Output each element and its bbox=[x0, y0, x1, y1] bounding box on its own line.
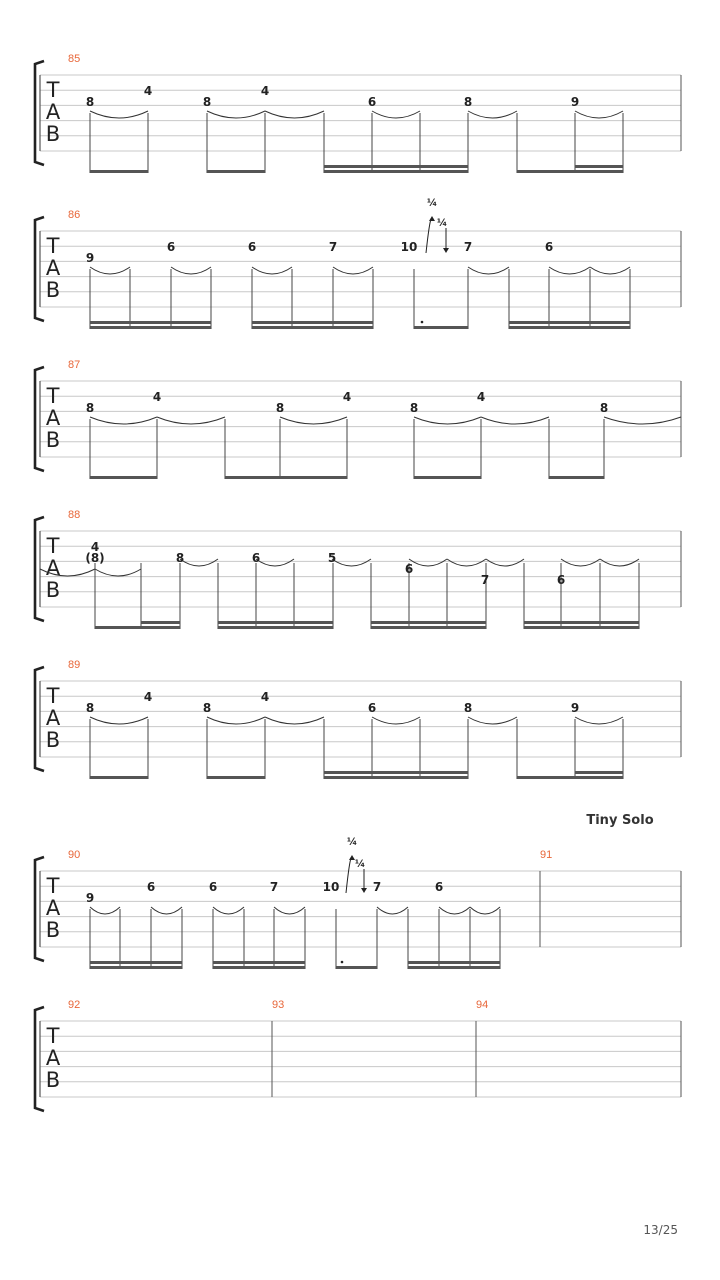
slur-tie bbox=[409, 559, 447, 566]
tab-clef-letter: T bbox=[46, 78, 60, 102]
note-beam bbox=[90, 170, 148, 173]
note-beam bbox=[575, 776, 623, 779]
fret-number: 4 bbox=[342, 390, 352, 404]
slur-tie bbox=[468, 111, 517, 118]
fret-number: 6 bbox=[404, 562, 414, 576]
note-beam bbox=[90, 321, 211, 324]
slur-tie bbox=[470, 907, 500, 914]
bend-arrow bbox=[346, 857, 352, 893]
tab-clef-letter: T bbox=[46, 534, 60, 558]
fret-number: 8 bbox=[463, 95, 473, 109]
fret-number: 4 bbox=[143, 84, 153, 98]
tab-system bbox=[35, 359, 681, 479]
note-beam bbox=[509, 326, 630, 329]
fret-number: (8) bbox=[85, 551, 105, 565]
fret-number: 8 bbox=[275, 401, 285, 415]
tab-system bbox=[35, 53, 681, 173]
measure-number: 93 bbox=[272, 999, 285, 1011]
note-beam bbox=[324, 776, 468, 779]
fret-number: 6 bbox=[367, 701, 377, 715]
note-beam bbox=[213, 961, 305, 964]
release-amount-label: ¼ bbox=[354, 859, 366, 870]
note-beam bbox=[213, 966, 305, 969]
slur-tie bbox=[468, 267, 509, 274]
fret-number: 7 bbox=[372, 880, 382, 894]
note-beam bbox=[575, 170, 623, 173]
tab-clef-letter: T bbox=[46, 874, 60, 898]
note-beam bbox=[218, 626, 333, 629]
note-beam bbox=[408, 966, 500, 969]
tab-clef-letter: B bbox=[45, 1068, 61, 1092]
slur-tie bbox=[372, 111, 420, 118]
slur-tie bbox=[447, 559, 486, 566]
tab-clef-letter: B bbox=[45, 578, 61, 602]
tab-clef-letter: T bbox=[46, 234, 60, 258]
tab-clef-letter: A bbox=[45, 100, 61, 124]
note-beam bbox=[207, 776, 265, 779]
tab-system bbox=[35, 659, 681, 779]
fret-number: 8 bbox=[599, 401, 609, 415]
fret-number: 4 bbox=[143, 690, 153, 704]
measure-number: 88 bbox=[68, 509, 81, 521]
slur-tie bbox=[575, 111, 623, 118]
note-beam bbox=[90, 776, 148, 779]
slur-tie bbox=[575, 717, 623, 724]
note-beam bbox=[509, 321, 630, 324]
fret-number: 9 bbox=[570, 95, 580, 109]
slur-tie bbox=[486, 559, 524, 566]
note-beam bbox=[549, 476, 604, 479]
bend-arrowhead bbox=[429, 216, 435, 221]
fret-number: 8 bbox=[85, 95, 95, 109]
fret-number: 10 bbox=[400, 240, 418, 254]
slur-tie bbox=[414, 417, 481, 424]
note-beam bbox=[90, 326, 211, 329]
measure-number: 87 bbox=[68, 359, 81, 371]
slur-tie bbox=[157, 417, 225, 424]
note-beam bbox=[324, 165, 468, 168]
tab-system bbox=[35, 509, 681, 629]
note-beam bbox=[252, 321, 373, 324]
slur-tie bbox=[549, 267, 590, 274]
slur-tie bbox=[256, 559, 294, 566]
slur-tie bbox=[604, 417, 681, 424]
slur-tie bbox=[280, 417, 347, 424]
note-beam bbox=[371, 621, 486, 624]
note-beam bbox=[524, 626, 639, 629]
fret-number: 8 bbox=[85, 401, 95, 415]
slur-tie bbox=[372, 717, 420, 724]
tab-clef-letter: T bbox=[46, 1024, 60, 1048]
fret-number: 6 bbox=[208, 880, 218, 894]
note-beam bbox=[524, 621, 639, 624]
bend-amount-label: ¼ bbox=[346, 837, 358, 848]
fret-number: 6 bbox=[146, 880, 156, 894]
slur-tie bbox=[274, 907, 305, 914]
tab-system bbox=[35, 836, 681, 969]
slur-tie bbox=[90, 417, 157, 424]
tab-clef-letter: T bbox=[46, 384, 60, 408]
tab-clef-letter: A bbox=[45, 706, 61, 730]
slur-tie bbox=[590, 267, 630, 274]
note-beam bbox=[218, 621, 333, 624]
fret-number: 6 bbox=[544, 240, 554, 254]
note-beam bbox=[414, 326, 468, 329]
note-beam bbox=[252, 326, 373, 329]
dotted-note bbox=[341, 961, 344, 964]
release-arrowhead bbox=[361, 888, 367, 893]
fret-number: 8 bbox=[85, 701, 95, 715]
fret-number: 9 bbox=[85, 251, 95, 265]
fret-number: 7 bbox=[480, 573, 490, 587]
tab-clef-letter: A bbox=[45, 556, 61, 580]
note-beam bbox=[414, 476, 481, 479]
fret-number: 7 bbox=[269, 880, 279, 894]
measure-number: 85 bbox=[68, 53, 81, 65]
slur-tie bbox=[90, 111, 148, 118]
note-beam bbox=[371, 626, 486, 629]
tab-clef-letter: B bbox=[45, 428, 61, 452]
slur-tie bbox=[252, 267, 292, 274]
fret-number: 10 bbox=[322, 880, 340, 894]
bend-amount-label: ¼ bbox=[426, 198, 438, 209]
slur-tie bbox=[207, 111, 265, 118]
measure-number: 94 bbox=[476, 999, 489, 1011]
dotted-note bbox=[421, 321, 424, 324]
note-beam bbox=[225, 476, 347, 479]
note-beam bbox=[90, 966, 182, 969]
note-beam bbox=[90, 961, 182, 964]
page-number: 13/25 bbox=[643, 1223, 678, 1237]
slur-tie bbox=[95, 569, 141, 576]
note-beam bbox=[575, 771, 623, 774]
release-amount-label: ¼ bbox=[436, 218, 448, 229]
fret-number: 4 bbox=[260, 690, 270, 704]
note-beam bbox=[408, 961, 500, 964]
fret-number: 8 bbox=[409, 401, 419, 415]
tab-clef-letter: B bbox=[45, 278, 61, 302]
tab-clef-letter: B bbox=[45, 122, 61, 146]
fret-number: 5 bbox=[327, 551, 337, 565]
bend-arrow bbox=[426, 218, 432, 253]
fret-number: 6 bbox=[434, 880, 444, 894]
fret-number: 9 bbox=[85, 891, 95, 905]
slur-tie bbox=[90, 907, 120, 914]
tab-system bbox=[35, 197, 681, 329]
slur-tie bbox=[333, 267, 373, 274]
slur-tie bbox=[90, 267, 130, 274]
tab-clef-letter: B bbox=[45, 918, 61, 942]
slur-tie bbox=[151, 907, 182, 914]
measure-number: 89 bbox=[68, 659, 81, 671]
measure-number: 90 bbox=[68, 849, 81, 861]
fret-number: 6 bbox=[556, 573, 566, 587]
slur-tie bbox=[207, 717, 265, 724]
note-beam bbox=[141, 626, 180, 629]
tab-system bbox=[35, 999, 681, 1111]
slur-tie bbox=[600, 559, 639, 566]
fret-number: 7 bbox=[328, 240, 338, 254]
slur-tie bbox=[377, 907, 408, 914]
tab-clef-letter: A bbox=[45, 1046, 61, 1070]
release-arrowhead bbox=[443, 248, 449, 253]
note-beam bbox=[336, 966, 377, 969]
tab-clef-letter: B bbox=[45, 728, 61, 752]
note-beam bbox=[324, 771, 468, 774]
note-beam bbox=[575, 165, 623, 168]
note-beam bbox=[324, 170, 468, 173]
slur-tie bbox=[265, 717, 324, 724]
slur-tie bbox=[171, 267, 211, 274]
measure-number: 86 bbox=[68, 209, 81, 221]
tab-clef-letter: T bbox=[46, 684, 60, 708]
fret-number: 4 bbox=[90, 540, 100, 554]
fret-number: 6 bbox=[251, 551, 261, 565]
note-beam bbox=[90, 476, 157, 479]
tab-clef-letter: A bbox=[45, 406, 61, 430]
fret-number: 6 bbox=[367, 95, 377, 109]
bend-arrowhead bbox=[349, 855, 355, 860]
fret-number: 6 bbox=[166, 240, 176, 254]
tab-clef-letter: A bbox=[45, 896, 61, 920]
slur-tie bbox=[332, 559, 371, 566]
fret-number: 6 bbox=[247, 240, 257, 254]
slur-tie bbox=[481, 417, 549, 424]
fret-number: 7 bbox=[463, 240, 473, 254]
measure-number: 91 bbox=[540, 849, 553, 861]
tab-clef-letter: A bbox=[45, 256, 61, 280]
fret-number: 8 bbox=[202, 95, 212, 109]
fret-number: 4 bbox=[476, 390, 486, 404]
fret-number: 9 bbox=[570, 701, 580, 715]
section-label: Tiny Solo bbox=[586, 813, 654, 828]
fret-number: 8 bbox=[463, 701, 473, 715]
fret-number: 8 bbox=[202, 701, 212, 715]
fret-number: 8 bbox=[175, 551, 185, 565]
slur-tie bbox=[439, 907, 470, 914]
measure-number: 92 bbox=[68, 999, 81, 1011]
note-beam bbox=[207, 170, 265, 173]
note-beam bbox=[141, 621, 180, 624]
slur-tie bbox=[468, 717, 517, 724]
fret-number: 4 bbox=[260, 84, 270, 98]
slur-tie bbox=[213, 907, 244, 914]
slur-tie bbox=[561, 559, 600, 566]
slur-tie bbox=[180, 559, 218, 566]
slur-tie bbox=[265, 111, 324, 118]
fret-number: 4 bbox=[152, 390, 162, 404]
slur-tie bbox=[90, 717, 148, 724]
